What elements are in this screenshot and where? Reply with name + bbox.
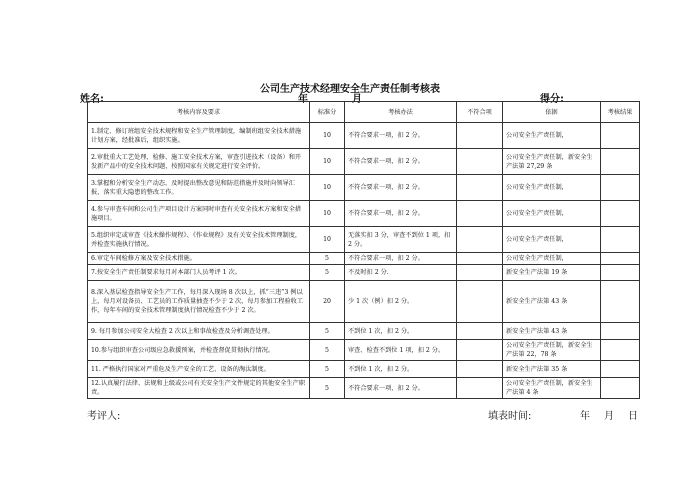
row-method: 不到位 1 次，扣 2 分。: [345, 323, 457, 340]
table-row: [88, 123, 640, 149]
row-score: 5: [310, 253, 345, 265]
fill-time-label: 填表时间:: [488, 411, 532, 422]
form-title: 公司生产技术经理安全生产责任制考核表: [260, 84, 440, 95]
row-method: 审查、检查不到位 1 项，扣 2 分。: [345, 340, 457, 361]
row-method: 不到位 1 次，扣 2 分。: [345, 361, 457, 378]
row-score: 20: [310, 281, 345, 323]
row-noncompliance: [457, 340, 503, 361]
row-content: 7.按安全生产责任制要求每月对本部门人员考评 1 次。: [88, 265, 310, 281]
footer-month-label: 月: [604, 411, 614, 422]
row-basis: 公司安全生产责任制，: [503, 123, 601, 149]
month-label: 月: [352, 94, 362, 105]
row-noncompliance: [457, 323, 503, 340]
row-noncompliance: [457, 175, 503, 201]
row-result: [601, 265, 640, 281]
row-basis: 公司安全生产责任制，: [503, 253, 601, 265]
row-basis: 新安全生产法第 35 条: [503, 361, 601, 378]
row-basis: 公司安全生产责任制，新安全生产法第 22，78 条: [503, 340, 601, 361]
table-row: [88, 378, 640, 399]
name-label: 姓名:: [80, 94, 104, 105]
row-method: 少 1 次（例）扣 2 分。: [345, 281, 457, 323]
row-score: 10: [310, 123, 345, 149]
row-content: 12.认真履行法律、法规和上级或公司有关安全生产文件规定的其他安全生产职责。: [88, 378, 310, 399]
row-noncompliance: [457, 201, 503, 227]
col-header-noncompliance: 不符合项: [457, 102, 503, 123]
footer-day-label: 日: [628, 411, 638, 422]
row-score: 5: [310, 340, 345, 361]
row-content: 3.掌握和分析安全生产动态，及时提出整改意见和防范措施并及时向领导汇报，落实重大隐患的整改工作。: [88, 175, 310, 201]
table-row: [88, 227, 640, 253]
row-basis: 公司安全生产责任制，: [503, 227, 601, 253]
row-content: 4.参与审查车间和公司生产项目设计方案同时审查有关安全技术方案和安全措施项目。: [88, 201, 310, 227]
assessment-table: [87, 101, 640, 399]
row-method: 不符合要求一项，扣 2 分。: [345, 123, 457, 149]
row-noncompliance: [457, 149, 503, 175]
row-content: 10.参与组织审查公司级应急救援预案，并检查督促贯彻执行情况。: [88, 340, 310, 361]
row-noncompliance: [457, 378, 503, 399]
table-row: [88, 253, 640, 265]
row-content: 2.审批重大工艺处理、检修、施工安全技术方案，审查引进技术（设备）和开发新产品中的安全技术问题，按照国家有关规定进行安全评价。: [88, 149, 310, 175]
table-row: [88, 281, 640, 323]
row-result: [601, 361, 640, 378]
row-content: 5.组织审定或审查《技术操作规程》、《作业规程》及有关安全技术管理制度，并检查实施执行情况。: [88, 227, 310, 253]
col-header-basis: 依据: [503, 102, 601, 123]
table-row: [88, 340, 640, 361]
row-result: [601, 281, 640, 323]
row-method: 不符合要求一项，扣 2 分。: [345, 378, 457, 399]
row-content: 9. 每月参加公司安全大检查 2 次以上和事故检查及分析调查处理。: [88, 323, 310, 340]
table-row: [88, 201, 640, 227]
row-result: [601, 175, 640, 201]
row-method: 不符合要求一项，扣 2 分。: [345, 149, 457, 175]
row-score: 5: [310, 323, 345, 340]
row-method: 不符合要求一项，扣 2 分。: [345, 253, 457, 265]
row-result: [601, 340, 640, 361]
row-noncompliance: [457, 123, 503, 149]
table-row: [88, 361, 640, 378]
col-header-method: 考核办法: [345, 102, 457, 123]
col-header-content: 考核内容及要求: [88, 102, 310, 123]
row-method: 不符合要求一项，扣 2 分。: [345, 175, 457, 201]
col-header-result: 考核结果: [601, 102, 640, 123]
row-result: [601, 323, 640, 340]
row-basis: 公司安全生产责任制，新安全生产法第 4 条: [503, 378, 601, 399]
row-score: 10: [310, 201, 345, 227]
row-method: 无落实扣 3 分，审查不到位 1 项，扣 2 分。: [345, 227, 457, 253]
row-score: 10: [310, 149, 345, 175]
table-row: [88, 175, 640, 201]
year-label: 年: [298, 94, 308, 105]
row-score: 5: [310, 265, 345, 281]
row-score: 5: [310, 361, 345, 378]
reviewer-label: 考评人:: [87, 411, 121, 422]
row-noncompliance: [457, 361, 503, 378]
row-result: [601, 201, 640, 227]
row-result: [601, 378, 640, 399]
row-method: 不及时扣 2 分.: [345, 265, 457, 281]
row-result: [601, 253, 640, 265]
table-row: [88, 323, 640, 340]
row-basis: 公司安全生产责任制，: [503, 201, 601, 227]
row-basis: 新安全生产法第 43 条: [503, 323, 601, 340]
row-content: 1.制定、修订班组安全技术规程和安全生产管理制度，编制班组安全技术措施计划方案，经批准后，组织实施。: [88, 123, 310, 149]
row-noncompliance: [457, 265, 503, 281]
row-content: 11. 严格执行国家对严重危及生产安全的工艺、设备的淘汰制度。: [88, 361, 310, 378]
row-content: 8.深入基层检查指导安全生产工作，每月深入现场 8 次以上，抓“三违”3 例以上，每月对设备员、工艺员的工作质量抽查不少于 2 次，每月参加工程验收工作，每年车间的安全技术管理制度执行情况检查不少于 2 次。: [88, 281, 310, 323]
row-noncompliance: [457, 253, 503, 265]
row-basis: 新安全生产法第 19 条: [503, 265, 601, 281]
score-label: 得分:: [540, 94, 564, 105]
row-noncompliance: [457, 281, 503, 323]
col-header-score: 标准分: [310, 102, 345, 123]
row-score: 5: [310, 378, 345, 399]
row-result: [601, 123, 640, 149]
row-result: [601, 149, 640, 175]
table-header-row: [88, 102, 640, 123]
row-basis: 公司安全生产责任制，新安全生产法第 27,29 条: [503, 149, 601, 175]
footer-year-label: 年: [580, 411, 590, 422]
row-basis: 公司安全生产责任制，: [503, 175, 601, 201]
row-content: 6.审定车间检修方案及安全技术措施。: [88, 253, 310, 265]
row-score: 10: [310, 227, 345, 253]
row-noncompliance: [457, 227, 503, 253]
row-score: 10: [310, 175, 345, 201]
table-row: [88, 149, 640, 175]
table-row: [88, 265, 640, 281]
row-result: [601, 227, 640, 253]
row-method: 不符合要求一项，扣 2 分。: [345, 201, 457, 227]
row-basis: 新安全生产法第 43 条: [503, 281, 601, 323]
